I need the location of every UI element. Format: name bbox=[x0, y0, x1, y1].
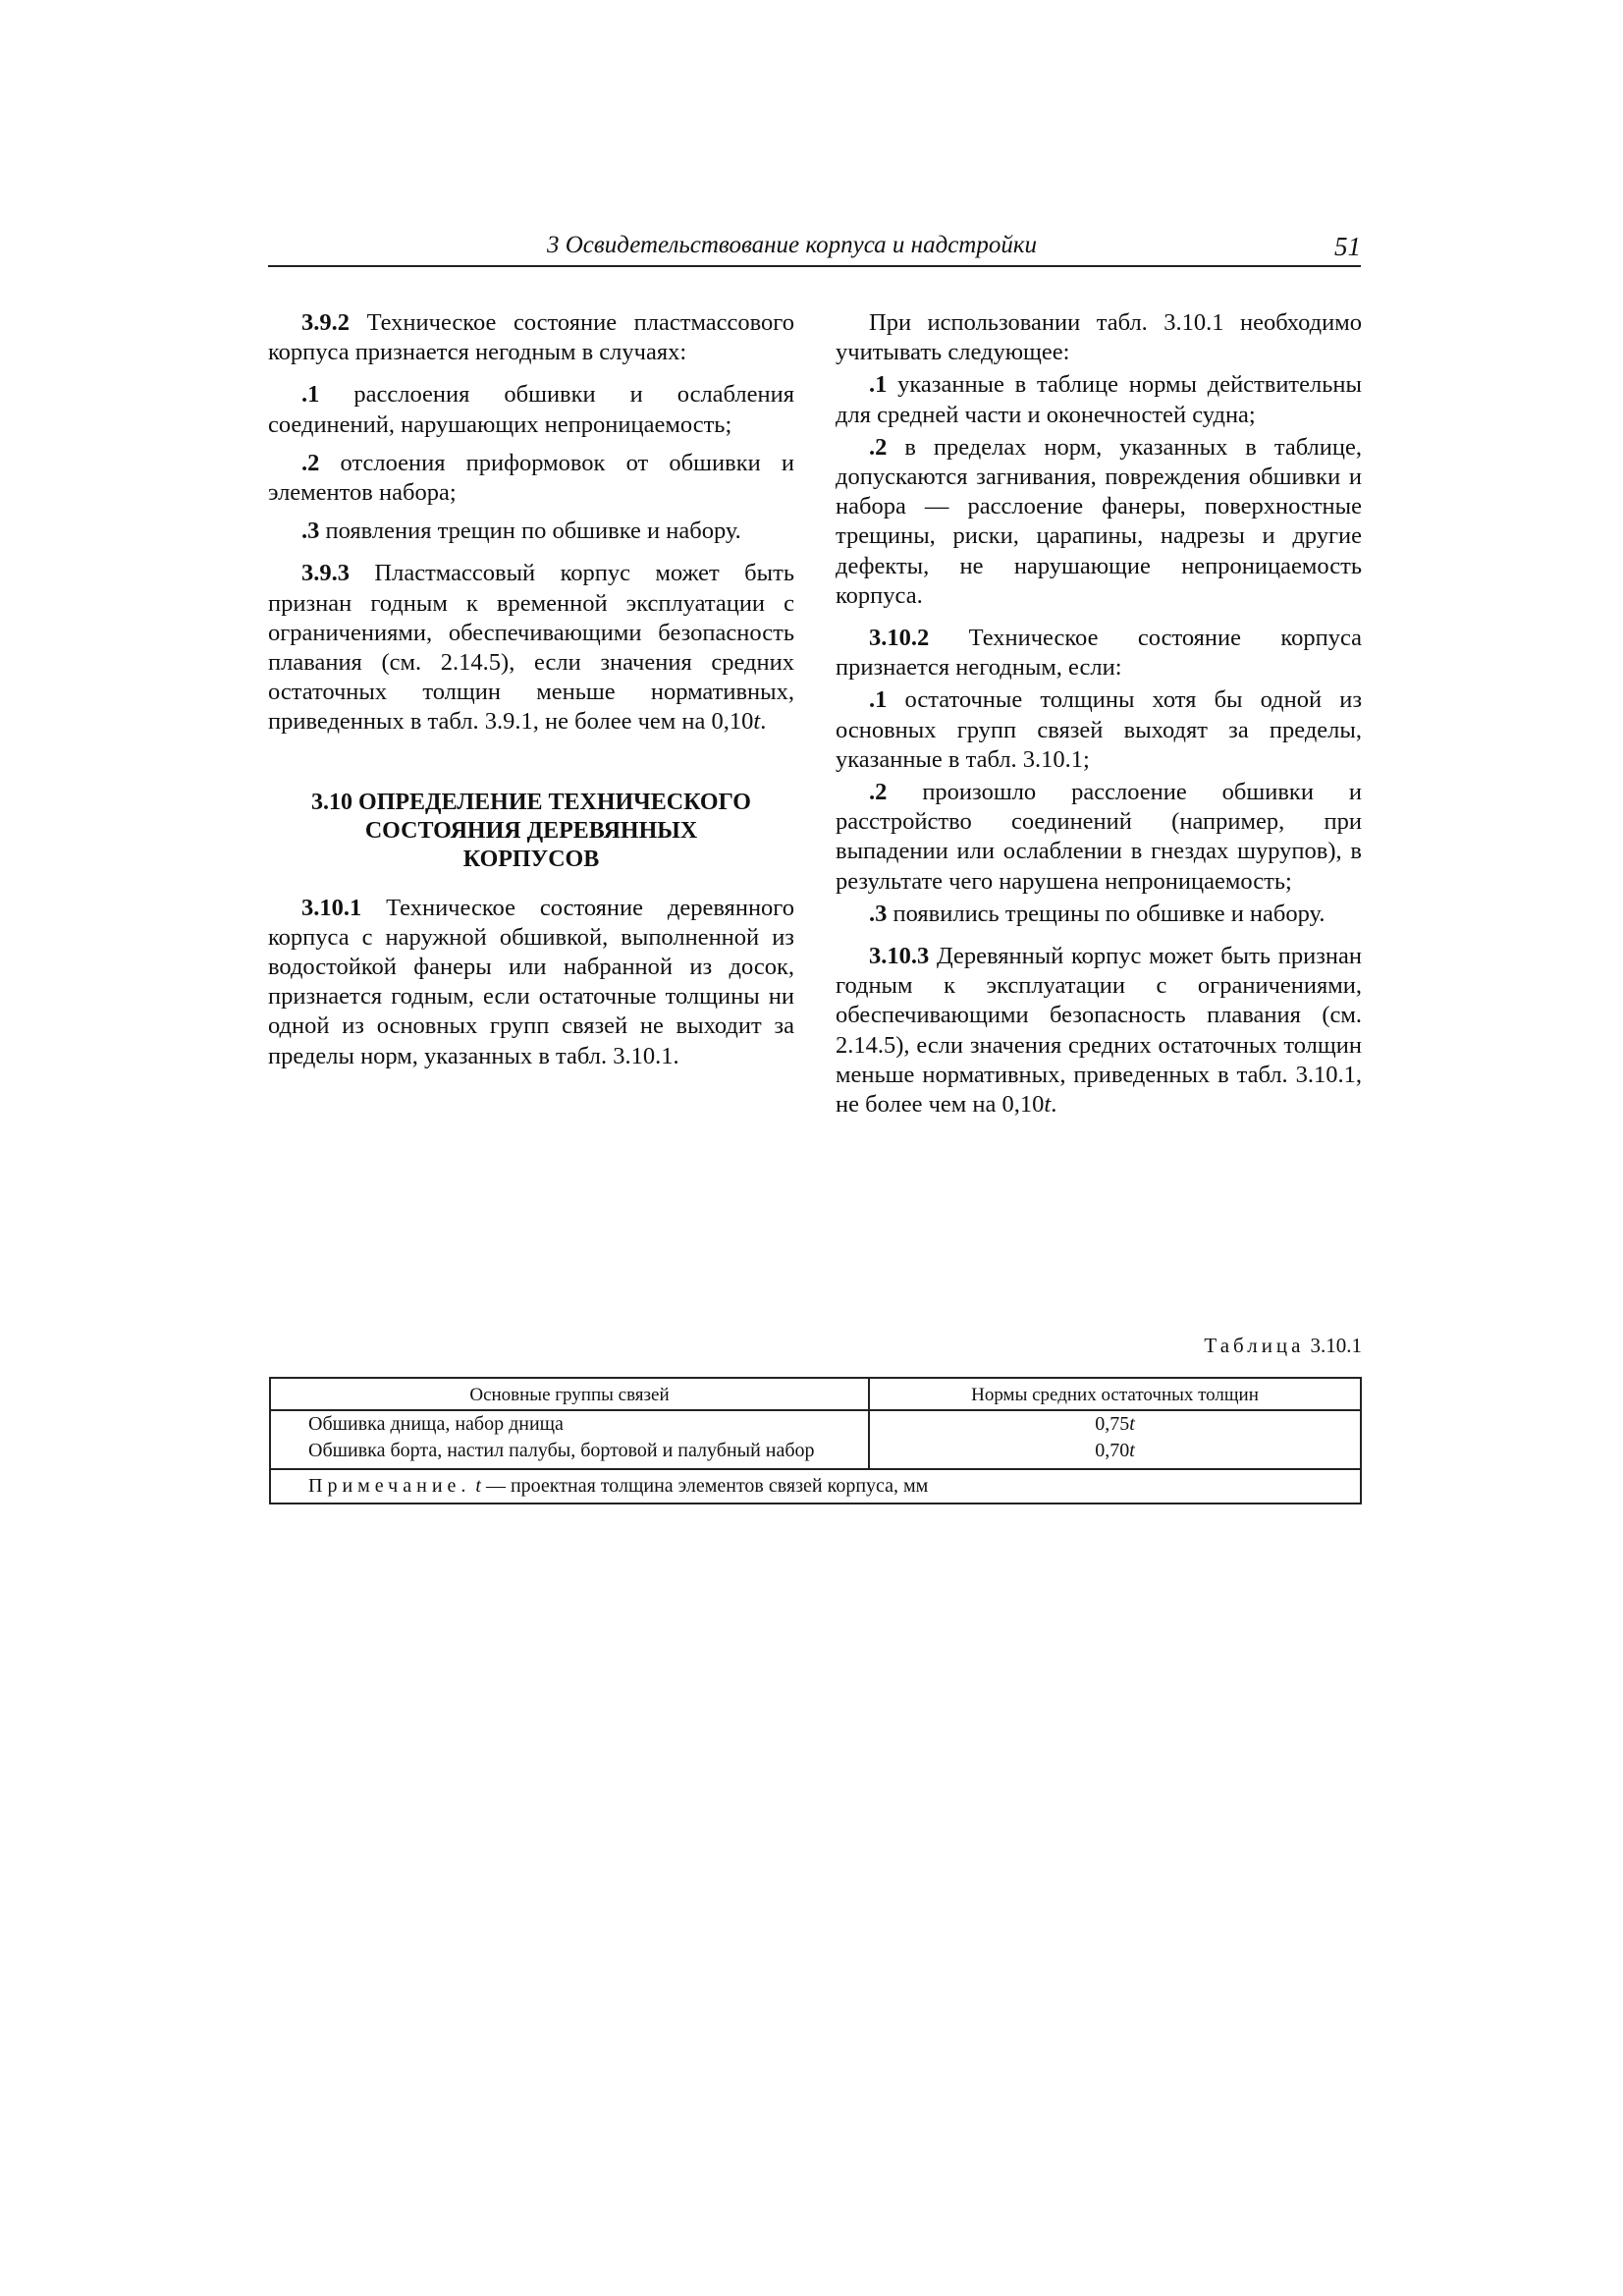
table-note bbox=[270, 1469, 1361, 1503]
table-header-row bbox=[270, 1378, 1361, 1410]
thickness-symbol: t bbox=[1044, 1091, 1052, 1119]
paragraph-3-9-2 bbox=[268, 308, 794, 367]
clause-end: . bbox=[1051, 1091, 1057, 1119]
item-text: появления трещин по обшивке и набору. bbox=[319, 518, 741, 545]
list-item bbox=[268, 449, 794, 508]
table-row bbox=[270, 1410, 1361, 1438]
norm-value: 0,70 bbox=[1095, 1440, 1130, 1461]
left-column bbox=[268, 308, 794, 1084]
list-item bbox=[836, 900, 1362, 929]
running-header bbox=[268, 232, 1361, 267]
list-item bbox=[836, 433, 1362, 611]
thickness-symbol: t bbox=[475, 1475, 481, 1497]
clause-number: 3.10.2 bbox=[869, 625, 930, 652]
item-text: появились трещины по обшивке и набору. bbox=[887, 900, 1325, 927]
right-column bbox=[836, 308, 1362, 1132]
item-text: указанные в таблице нормы действительны для средней части и оконечностей судна; bbox=[836, 371, 1362, 428]
item-number: .3 bbox=[301, 518, 320, 545]
item-text: расслоения обшивки и ослабления соединений, нарушающих непроницаемость; bbox=[268, 381, 794, 438]
clause-end: . bbox=[760, 708, 767, 736]
item-number: .3 bbox=[869, 900, 888, 927]
list-item bbox=[268, 517, 794, 546]
clause-text: Техническое состояние пластмассового корпуса признается негодным в случаях: bbox=[268, 309, 794, 366]
table-caption bbox=[1204, 1334, 1362, 1358]
thickness-symbol: t bbox=[753, 708, 761, 736]
item-number: .1 bbox=[869, 371, 888, 399]
paragraph-intro: При использовании табл. 3.10.1 необходимо учитывать следующее: bbox=[836, 309, 1362, 366]
column-header: Нормы средних остаточных толщин bbox=[869, 1378, 1361, 1410]
list-item bbox=[836, 778, 1362, 897]
list-item bbox=[836, 685, 1362, 775]
list-item bbox=[836, 370, 1362, 429]
item-text: произошло расслоение обшивки и расстройство соединений (например, при выпадении или ослаблении в гнездах шурупов), в результате чего нарушена непроницаемость; bbox=[836, 779, 1362, 895]
clause-number: 3.9.2 bbox=[301, 309, 350, 336]
item-text: в пределах норм, указанных в таблице, допускаются загнивания, повреждения обшивки и набора — расслоение фанеры, поверхностные трещины, риски, царапины, надрезы и другие дефекты, не нарушающие непроницаемость корпуса. bbox=[836, 433, 1362, 609]
paragraph-3-9-3 bbox=[268, 559, 794, 737]
item-number: .2 bbox=[869, 433, 888, 461]
section-heading-line: КОРПУСОВ bbox=[462, 846, 600, 872]
section-heading bbox=[268, 789, 794, 874]
norms-table bbox=[269, 1377, 1362, 1504]
table-row bbox=[270, 1438, 1361, 1469]
clause-text: Техническое состояние корпуса признается негодным, если: bbox=[836, 625, 1362, 682]
page-number: 51 bbox=[1334, 232, 1361, 261]
group-cell: Обшивка борта, настил палубы, бортовой и палубный набор bbox=[270, 1438, 869, 1469]
chapter-title: 3 Освидетельствование корпуса и надстройки bbox=[547, 232, 1038, 258]
list-item bbox=[268, 380, 794, 439]
thickness-symbol: t bbox=[1129, 1440, 1135, 1461]
item-number: .2 bbox=[869, 779, 888, 806]
clause-text: Деревянный корпус может быть признан годным к эксплуатации с ограничениями, обеспечивающими безопасность плавания (см. 2.14.5), если значения средних остаточных толщин меньше нормативных, приведенных в табл. 3.10.1, не более чем на 0,10 bbox=[836, 943, 1362, 1119]
item-text: отслоения приформовок от обшивки и элементов набора; bbox=[268, 449, 794, 507]
clause-number: 3.9.3 bbox=[301, 560, 350, 587]
clause-text: Пластмассовый корпус может быть признан годным к временной эксплуатации с ограничениями, обеспечивающими безопасность плавания (см. 2.14.5), если значения средних остаточных толщин меньше нормативных, приведенных в табл. 3.9.1, не более чем на 0,10 bbox=[268, 560, 794, 736]
table-caption-number: 3.10.1 bbox=[1310, 1334, 1362, 1357]
clause-text: Техническое состояние деревянного корпуса с наружной обшивкой, выполненной из водостойкой фанеры или набранной из досок, признается годным, если остаточные толщины ни одной из основных групп связей не выходит за пределы норм, указанных в табл. 3.10.1. bbox=[268, 894, 794, 1069]
section-heading-line: 3.10 ОПРЕДЕЛЕНИЕ ТЕХНИЧЕСКОГО bbox=[311, 789, 751, 815]
paragraph-3-10-1 bbox=[268, 894, 794, 1071]
section-heading-line: СОСТОЯНИЯ ДЕРЕВЯННЫХ bbox=[364, 817, 698, 844]
item-number: .1 bbox=[869, 686, 888, 714]
note-text: — проектная толщина элементов связей корпуса, мм bbox=[480, 1475, 929, 1497]
table-caption-word: Таблица bbox=[1204, 1334, 1305, 1357]
table-note-row bbox=[270, 1469, 1361, 1503]
norm-cell bbox=[869, 1438, 1361, 1469]
paragraph-3-10-2 bbox=[836, 624, 1362, 683]
item-number: .2 bbox=[301, 449, 320, 476]
clause-number: 3.10.1 bbox=[301, 894, 362, 921]
item-number: .1 bbox=[301, 381, 320, 409]
clause-number: 3.10.3 bbox=[869, 943, 930, 970]
thickness-symbol: t bbox=[1129, 1413, 1135, 1435]
item-text: остаточные толщины хотя бы одной из основных групп связей выходят за пределы, указанные в табл. 3.10.1; bbox=[836, 686, 1362, 773]
norm-value: 0,75 bbox=[1095, 1413, 1130, 1435]
note-label: Примечание. bbox=[308, 1475, 471, 1497]
group-cell: Обшивка днища, набор днища bbox=[270, 1410, 869, 1438]
norm-cell bbox=[869, 1410, 1361, 1438]
paragraph-3-10-3 bbox=[836, 942, 1362, 1120]
column-header: Основные группы связей bbox=[270, 1378, 869, 1410]
